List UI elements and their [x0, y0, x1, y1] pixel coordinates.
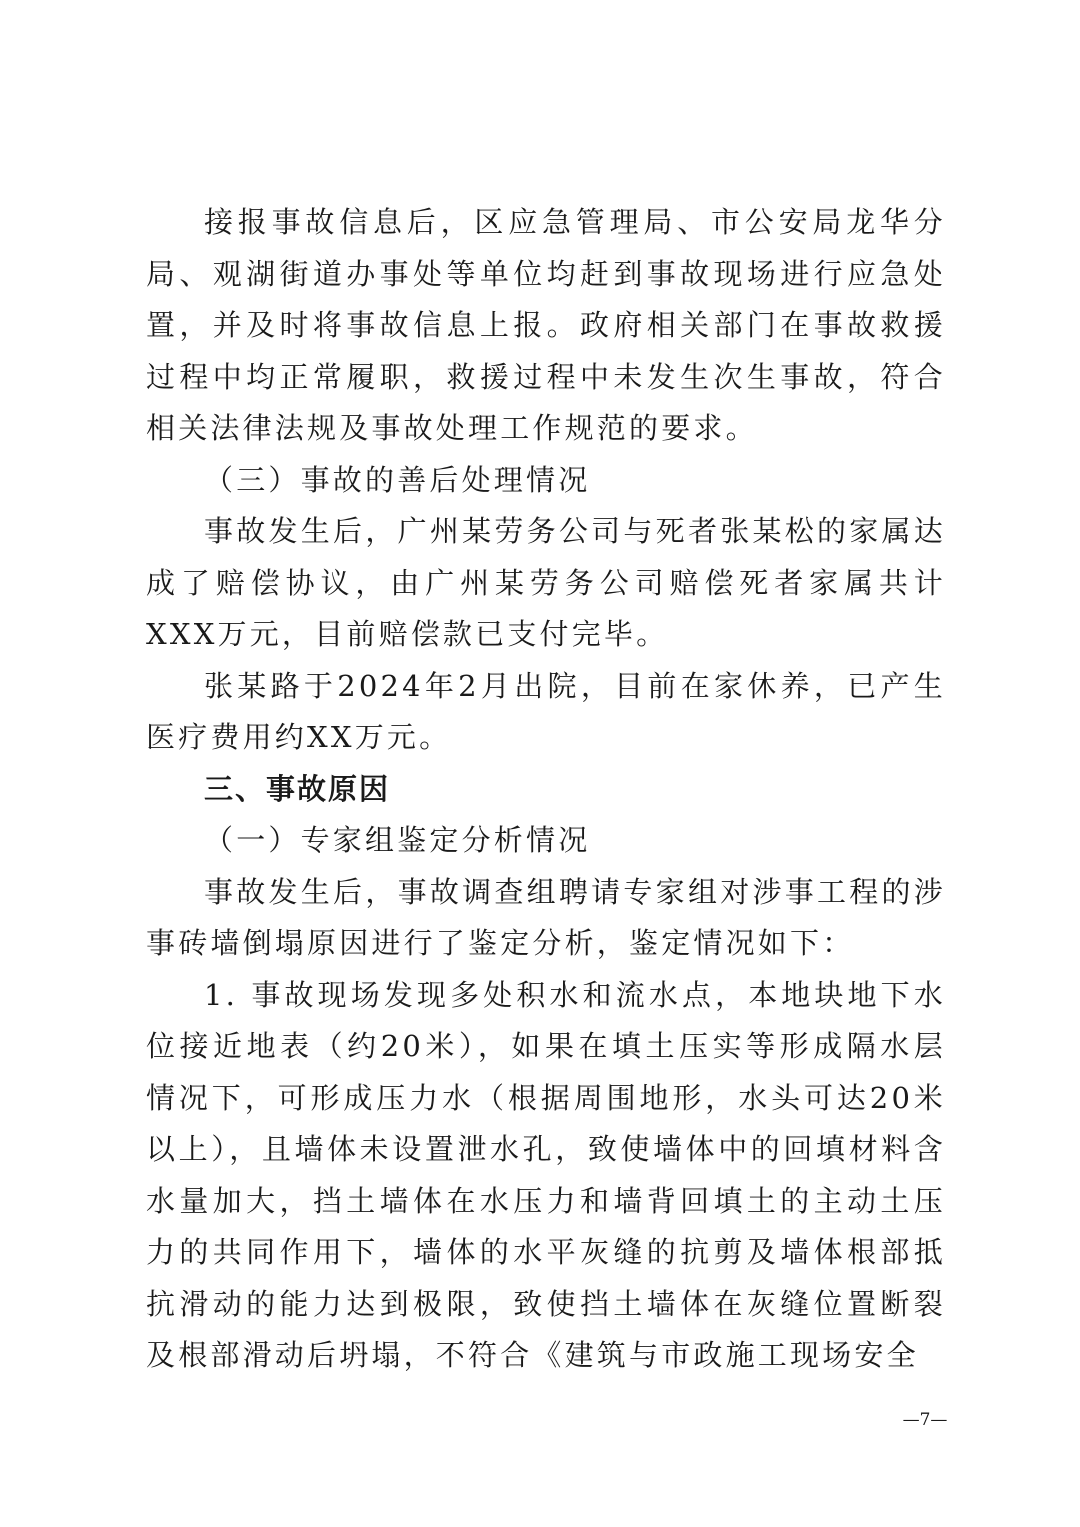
- paragraph-emergency-response: 接报事故信息后，区应急管理局、市公安局龙华分局、观湖街道办事处等单位均赶到事故现场进行应急处置，并及时将事故信息上报。政府相关部门在事故救援过程中均正常履职，救援过程中未发生次生事故，符合相关法律法规及事故处理工作规范的要求。: [146, 205, 946, 445]
- section-heading-accident-cause: 三、事故原因: [204, 771, 391, 806]
- paragraph-compensation: 事故发生后，广州某劳务公司与死者张某松的家属达成了赔偿协议，由广州某劳务公司赔偿死者家属共计XXX万元，目前赔偿款已支付完毕。: [146, 514, 946, 651]
- subheading-aftermath: （三）事故的善后处理情况: [204, 462, 591, 497]
- document-body: [146, 197, 946, 1382]
- paragraph-expert-intro: 事故发生后，事故调查组聘请专家组对涉事工程的涉事砖墙倒塌原因进行了鉴定分析，鉴定情况如下：: [146, 874, 946, 960]
- paragraph-injured-status: 张某路于2024年2月出院，目前在家休养，已产生医疗费用约XX万元。: [146, 668, 946, 754]
- page-number: —7—: [902, 1410, 948, 1430]
- paragraph-cause-1: 1. 事故现场发现多处积水和流水点，本地块地下水位接近地表（约20米），如果在填土压实等形成隔水层情况下，可形成压力水（根据周围地形，水头可达20米以上），且墙体未设置泄水孔，致使墙体中的回填材料含水量加大，挡土墙体在水压力和墙背回填土的主动土压力的共同作用下，墙体的水平灰缝的抗剪及墙体根部抵抗滑动的能力达到极限，致使挡土墙体在灰缝位置断裂及根部滑动后坍塌，不符合《建筑与市政施工现场安全: [146, 977, 946, 1372]
- subheading-expert-analysis: （一）专家组鉴定分析情况: [204, 823, 591, 857]
